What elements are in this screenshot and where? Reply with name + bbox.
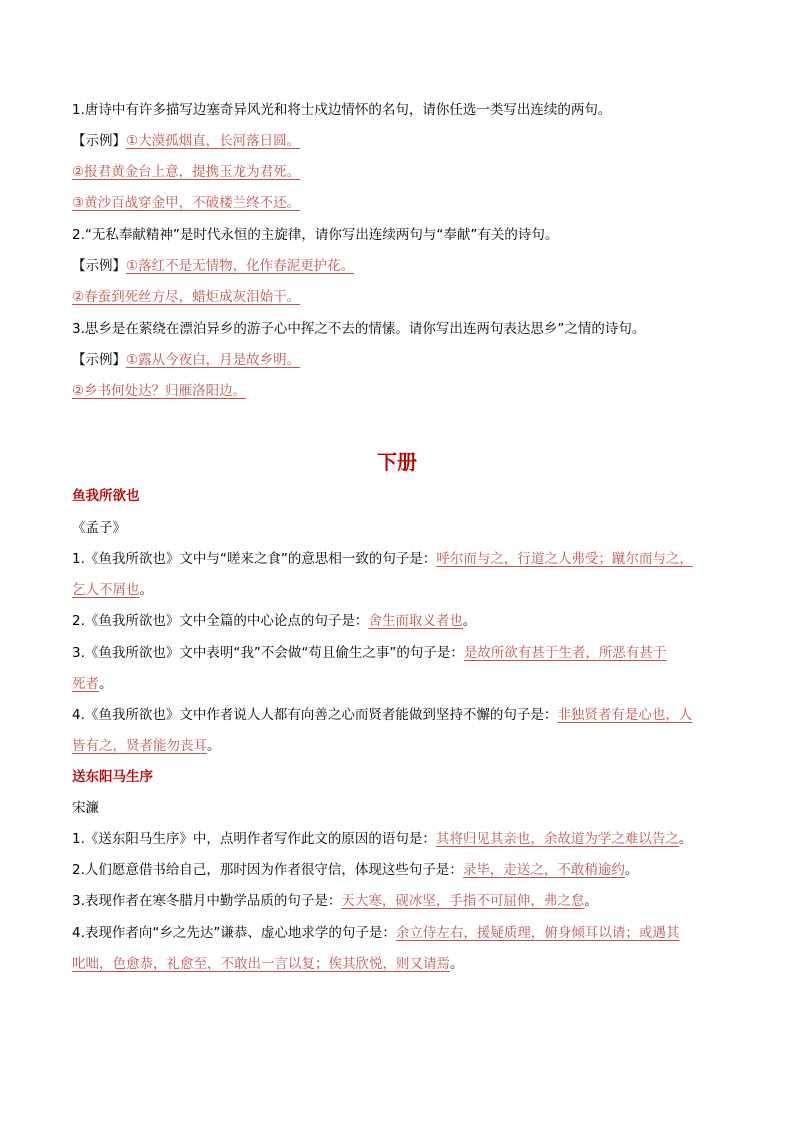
yu-question-4-cont: 皆有之，贤者能勿丧耳。 [72,738,221,754]
example-3: 【示例】①露从今夜白，月是故乡明。 [72,352,301,368]
yu-question-2: 2.《鱼我所欲也》文中全篇的中心论点的句子是：舍生而取义者也。 [72,613,477,629]
answer: ①大漠孤烟直，长河落日圆。 [126,133,301,149]
author-yu: 《孟子》 [72,520,126,536]
example-1: 【示例】①大漠孤烟直，长河落日圆。 [72,133,301,149]
song-question-1: 1.《送东阳马生序》中，点明作者写作此文的原因的语句是：其将归见其亲也，余故道为学之难以告之。 [72,831,693,847]
answer-line: ②乡书何处达？归雁洛阳边。 [72,383,247,399]
yu-question-3-cont: 死者。 [72,676,113,692]
question-1: 1.唐诗中有许多描写边塞奇异风光和将士戍边情怀的名句，请你任选一类写出连续的两句。 [72,102,612,118]
yu-question-1: 1.《鱼我所欲也》文中与“嗟来之食”的意思相一致的句子是：呼尔而与之，行道之人弗受；蹴尔而与之， [72,551,693,567]
example-2: 【示例】①落红不是无情物，化作春泥更护花。 [72,258,355,274]
author-song: 宋濂 [72,800,99,816]
section-heading-song: 送东阳马生序 [72,769,153,785]
question-3: 3.思乡是在萦绕在漂泊异乡的游子心中挥之不去的情愫。请你写出连两句表达思乡”之情的诗句。 [72,321,646,337]
yu-question-4: 4.《鱼我所欲也》文中作者说人人都有向善之心而贤者能做到坚持不懈的句子是：非独贤者有是心也，人 [72,707,693,723]
song-question-4: 4.表现作者向“乡之先达”谦恭、虚心地求学的句子是：余立侍左右，援疑质理，俯身倾耳以请；或遇其 [72,925,680,941]
answer: ①落红不是无情物，化作春泥更护花。 [126,258,355,274]
answer-line: ②报君黄金台上意，提携玉龙为君死。 [72,164,301,180]
answer-line: ②春蚕到死丝方尽，蜡炬成灰泪始干。 [72,289,301,305]
answer: ①露从今夜白，月是故乡明。 [126,352,301,368]
song-question-4-cont: 叱咄，色愈恭，礼愈至，不敢出一言以复；俟其欣悦，则又请焉。 [72,956,464,972]
section-title: 下册 [377,450,417,474]
question-2: 2.“无私奉献精神”是时代永恒的主旋律，请你写出连续两句与“奉献”有关的诗句。 [72,227,559,243]
song-question-2: 2.人们愿意借书给自己，那时因为作者很守信，体现这些句子是：录毕，走送之，不敢稍逾约。 [72,862,639,878]
yu-question-3: 3.《鱼我所欲也》文中表明“我”不会做“苟且偷生之事”的句子是：是故所欲有甚于生者，所恶有甚于 [72,645,667,661]
section-heading-yu: 鱼我所欲也 [72,488,140,504]
answer-line: ③黄沙百战穿金甲，不破楼兰终不还。 [72,195,301,211]
song-question-3: 3.表现作者在寒冬腊月中勤学品质的句子是：天大寒，砚冰坚，手指不可屈伸，弗之怠。 [72,893,598,909]
yu-question-1-cont: 乞人不屑也。 [72,582,153,598]
